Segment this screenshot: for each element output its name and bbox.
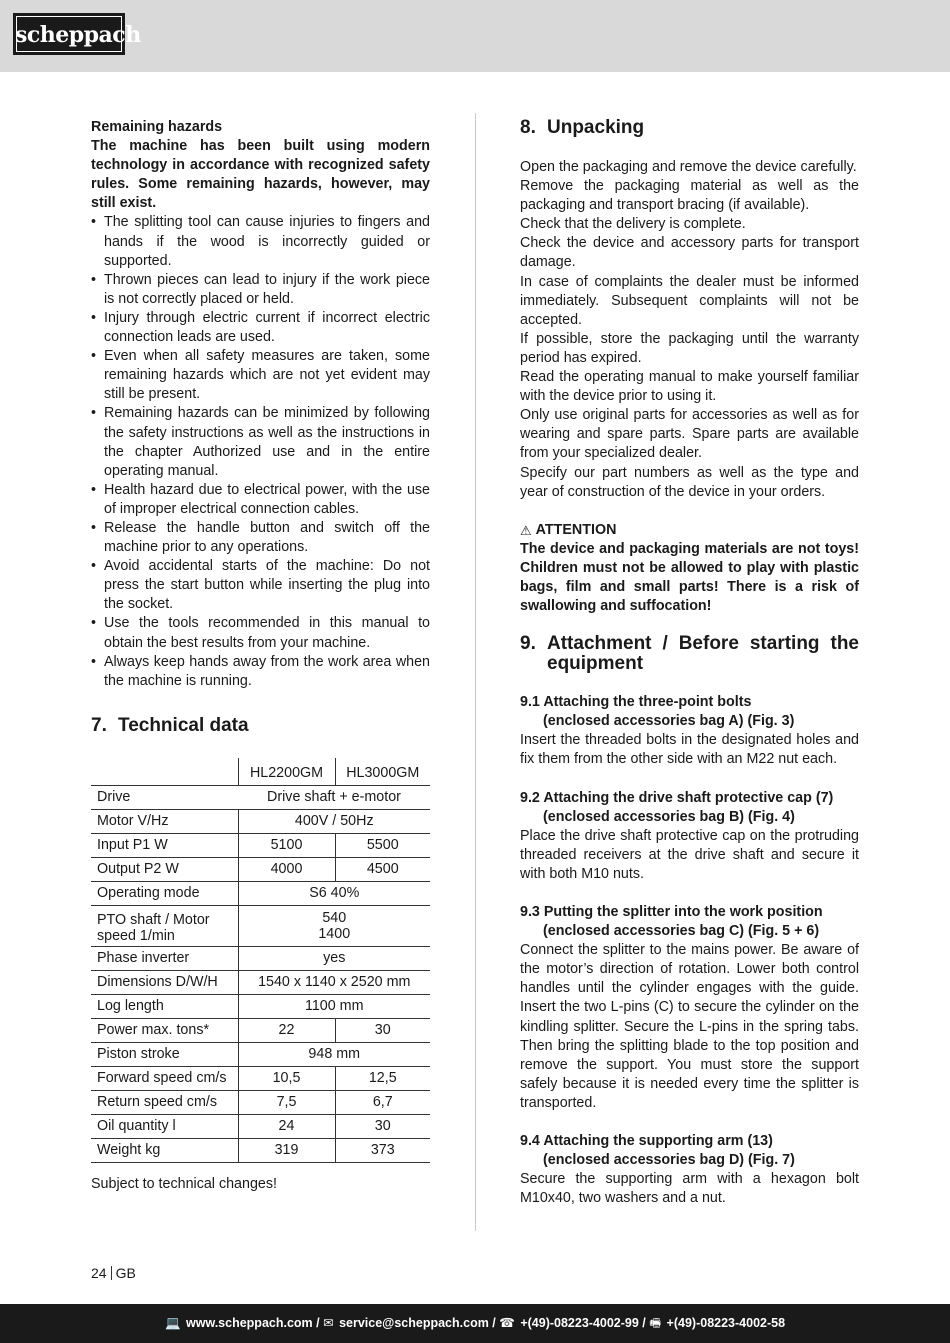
- row-label: Input P1 W: [91, 833, 238, 857]
- fax-number: +(49)-08223-4002-58: [666, 1316, 786, 1330]
- attention-label: ATTENTION: [535, 521, 617, 538]
- row-label: Forward speed cm/s: [91, 1066, 238, 1090]
- list-item: • Release the handle button and switch off the machine prior to any operations.: [91, 519, 430, 557]
- table-row: [91, 881, 430, 905]
- row-label: Log length: [91, 994, 238, 1018]
- table-row: [91, 1018, 430, 1042]
- paragraph: Only use original parts for accessories as well as for wearing and spare parts. Spare parts are available from your specialized dealer.: [520, 407, 859, 462]
- phone-icon: ☎: [499, 1316, 515, 1330]
- row-label: Weight kg: [91, 1138, 238, 1162]
- header-band: [0, 0, 950, 72]
- unpacking-text: [520, 158, 859, 502]
- unpacking-heading: [520, 118, 859, 138]
- subsection-number: 9.2: [520, 789, 540, 806]
- row-value: 373: [335, 1138, 430, 1162]
- subsection-title: [520, 789, 859, 827]
- section-title: Unpacking: [547, 117, 645, 138]
- attention-heading: [520, 521, 859, 540]
- subsection-number: 9.1: [520, 694, 540, 711]
- hazards-intro: The machine has been built using modern technology in accordance with recognized safety rules. Some remaining hazards, however, may still exist.: [91, 138, 430, 212]
- row-value: 12,5: [335, 1066, 430, 1090]
- table-row: [91, 809, 430, 833]
- tech-data-table: [91, 758, 430, 1163]
- subsection-title: [520, 693, 859, 731]
- column-header: HL3000GM: [335, 758, 430, 786]
- paragraph: In case of complaints the dealer must be informed immediately. Subsequent complaints will not be accepted.: [520, 273, 859, 328]
- subsection-title-line: Attaching the supporting arm (13): [543, 1133, 773, 1150]
- row-value-line: 1400: [318, 925, 351, 942]
- page-number-value: 24: [91, 1265, 107, 1281]
- row-value: 5500: [335, 833, 430, 857]
- warning-triangle-icon: ⚠: [520, 522, 532, 538]
- list-item: • Remaining hazards can be minimized by following the safety instructions as well as the instructions in the chapter Authorized use and in the entire operating manual.: [91, 404, 430, 480]
- subsection-text: Place the drive shaft protective cap on the protruding threaded receivers at the drive shaft and secure it with both M10 nuts.: [520, 827, 859, 882]
- attention-text: The device and packaging materials are not toys! Children must not be allowed to play with plastic bags, film and small parts! There is a risk of swallowing and suffocation!: [520, 540, 859, 615]
- list-item: • Health hazard due to electrical power, with the use of improper electrical connection cables.: [91, 481, 430, 519]
- row-value: 6,7: [335, 1090, 430, 1114]
- left-column: [91, 118, 430, 1194]
- subsection-title-line: Attaching the three-point bolts: [543, 694, 752, 711]
- table-row: [91, 946, 430, 970]
- paragraph: Open the packaging and remove the device carefully.: [520, 159, 857, 175]
- row-value: 22: [238, 1018, 335, 1042]
- subsection-text: Connect the splitter to the mains power. Be aware of the motor’s direction of rotation. Lower both control handles until the cylinder engages with the guide. Insert the two L-pins (C) to secure the cylinder on the kindling splitter. Secure the L-pins in the spring tabs. Then bring the splitting blade to the top position and remove the support. You must store the support safely because it is needed every time the splitter is transported.: [520, 942, 859, 1111]
- table-header-row: [91, 758, 430, 786]
- subsection-title-line: Putting the splitter into the work position: [543, 904, 823, 920]
- row-value: 319: [238, 1138, 335, 1162]
- paragraph: Check the device and accessory parts for transport damage.: [520, 235, 859, 271]
- row-label: Operating mode: [91, 881, 238, 905]
- row-value: Drive shaft + e-motor: [238, 785, 430, 809]
- subsection-title: [520, 1132, 859, 1170]
- row-label: Drive: [91, 785, 238, 809]
- section-number: 8.: [520, 117, 536, 138]
- list-item: • The splitting tool can cause injuries to fingers and hands if the wood is incorrectly guided or supported.: [91, 213, 430, 270]
- row-label: Power max. tons*: [91, 1018, 238, 1042]
- row-value: yes: [238, 946, 430, 970]
- list-item: • Injury through electric current if incorrect electric connection leads are used.: [91, 309, 430, 347]
- table-row: [91, 1066, 430, 1090]
- language-code: GB: [115, 1265, 136, 1281]
- hazards-list: [91, 213, 430, 690]
- row-value: 5100: [238, 833, 335, 857]
- email-link[interactable]: service@scheppach.com /: [339, 1316, 496, 1330]
- table-row: [91, 1090, 430, 1114]
- section-number: 9.: [520, 633, 536, 655]
- list-item: • Always keep hands away from the work area when the machine is running.: [91, 653, 430, 691]
- row-label: Dimensions D/W/H: [91, 970, 238, 994]
- subsection-9-4: [520, 1132, 859, 1208]
- paragraph: Read the operating manual to make yourself familiar with the device prior to using it.: [520, 369, 859, 405]
- row-value: 400V / 50Hz: [238, 809, 430, 833]
- table-row: [91, 905, 430, 946]
- right-column: [520, 118, 859, 1208]
- row-label: [91, 905, 238, 946]
- column-header: HL2200GM: [238, 758, 335, 786]
- page-number-separator: [111, 1266, 112, 1280]
- paragraph: Remove the packaging material as well as the packaging and transport bracing (if available).: [520, 178, 859, 214]
- section-title: Technical data: [118, 714, 249, 736]
- list-item: • Even when all safety measures are taken, some remaining hazards which are not yet evident may still be present.: [91, 347, 430, 404]
- row-value: 4000: [238, 857, 335, 881]
- phone-number: +(49)-08223-4002-99 /: [520, 1316, 646, 1330]
- row-value: 1540 x 1140 x 2520 mm: [238, 970, 430, 994]
- row-label: Oil quantity l: [91, 1114, 238, 1138]
- row-value-line: 540: [322, 909, 347, 926]
- subsection-title-line: (enclosed accessories bag D) (Fig. 7): [543, 1152, 795, 1169]
- row-value: 30: [335, 1018, 430, 1042]
- fax-icon: 🖷: [649, 1316, 662, 1330]
- table-row: [91, 785, 430, 809]
- row-value: 7,5: [238, 1090, 335, 1114]
- website-link[interactable]: www.scheppach.com /: [186, 1316, 320, 1330]
- row-label: Return speed cm/s: [91, 1090, 238, 1114]
- row-value: 10,5: [238, 1066, 335, 1090]
- paragraph: Check that the delivery is complete.: [520, 216, 746, 233]
- list-item: • Use the tools recommended in this manual to obtain the best results from your machine.: [91, 614, 430, 652]
- column-divider: [475, 113, 476, 1231]
- section-title: Attachment / Before starting the equipment: [547, 633, 859, 675]
- attachment-heading: [520, 634, 859, 674]
- row-label: Output P2 W: [91, 857, 238, 881]
- row-label: Phase inverter: [91, 946, 238, 970]
- table-row: [91, 1042, 430, 1066]
- table-row: [91, 833, 430, 857]
- row-value: 1100 mm: [238, 994, 430, 1018]
- table-row: [91, 994, 430, 1018]
- row-label: Motor V/Hz: [91, 809, 238, 833]
- subsection-9-1: [520, 693, 859, 769]
- table-footnote: Subject to technical changes!: [91, 1175, 277, 1192]
- footer-contact-bar: [0, 1304, 950, 1343]
- subsection-text: Secure the supporting arm with a hexagon bolt M10x40, two washers and a nut.: [520, 1171, 859, 1207]
- subsection-title-line: Attaching the drive shaft protective cap (7): [543, 789, 834, 806]
- row-value: 24: [238, 1114, 335, 1138]
- row-label-line: PTO shaft / Motor: [97, 911, 210, 928]
- subsection-text: Insert the threaded bolts in the designated holes and fix them from the other side with an M22 nut each.: [520, 732, 859, 768]
- subsection-number: 9.3: [520, 904, 540, 920]
- row-value: [238, 905, 430, 946]
- subsection-title-line: (enclosed accessories bag C) (Fig. 5 + 6): [543, 923, 820, 940]
- hazards-title: Remaining hazards: [91, 119, 223, 135]
- row-value: S6 40%: [238, 881, 430, 905]
- subsection-title-line: (enclosed accessories bag A) (Fig. 3): [543, 713, 795, 730]
- table-row: [91, 857, 430, 881]
- section-number: 7.: [91, 714, 107, 736]
- scheppach-logo: scheppach: [13, 13, 125, 55]
- row-value: 4500: [335, 857, 430, 881]
- paragraph: If possible, store the packaging until the warranty period has expired.: [520, 330, 859, 366]
- table-row: [91, 1114, 430, 1138]
- paragraph: Specify our part numbers as well as the type and year of construction of the device in your orders.: [520, 464, 859, 500]
- subsection-9-2: [520, 789, 859, 884]
- page-number: [91, 1265, 136, 1281]
- tech-data-heading: [91, 716, 430, 736]
- table-row: [91, 970, 430, 994]
- subsection-title-line: (enclosed accessories bag B) (Fig. 4): [543, 808, 795, 825]
- list-item: • Avoid accidental starts of the machine: Do not press the start button while inserting the plug into the socket.: [91, 557, 430, 614]
- row-value: 948 mm: [238, 1042, 430, 1066]
- list-item: • Thrown pieces can lead to injury if the work piece is not correctly placed or held.: [91, 271, 430, 309]
- row-label: Piston stroke: [91, 1042, 238, 1066]
- subsection-9-3: [520, 903, 859, 1113]
- email-icon: ✉: [323, 1316, 334, 1330]
- computer-icon: 💻: [164, 1316, 181, 1330]
- row-value: 30: [335, 1114, 430, 1138]
- table-row: [91, 1138, 430, 1162]
- subsection-title: [520, 903, 859, 941]
- table-corner: [91, 758, 238, 786]
- subsection-number: 9.4: [520, 1133, 540, 1150]
- row-label-line: speed 1/min: [97, 927, 175, 944]
